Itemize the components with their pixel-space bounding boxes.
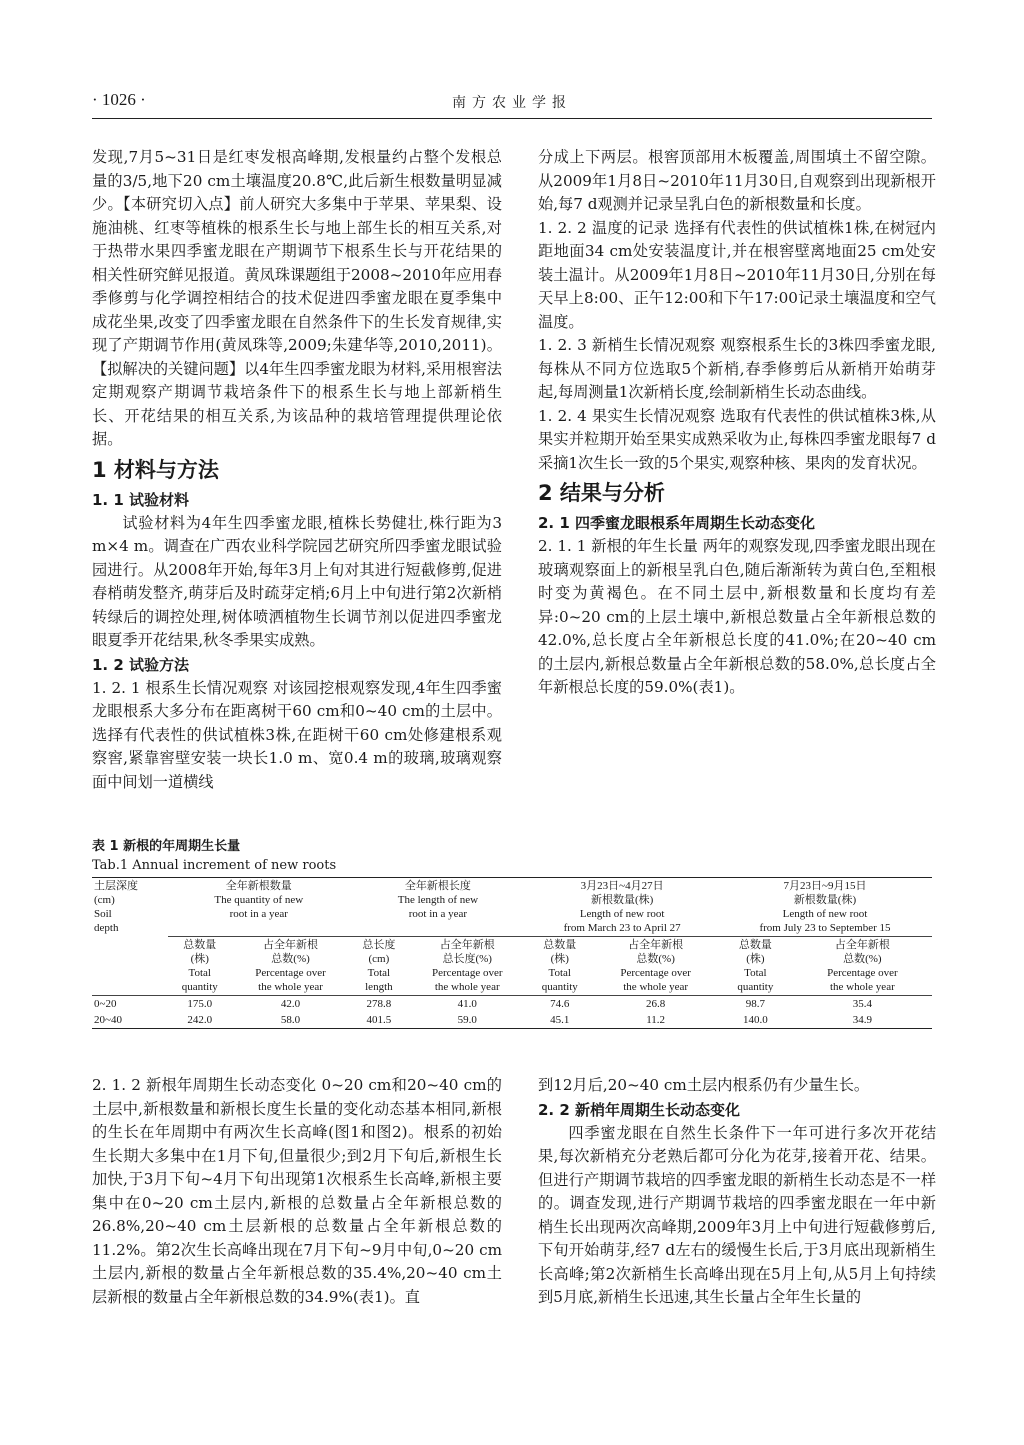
table-caption-en: Tab.1 Annual increment of new roots	[92, 858, 337, 873]
journal-name: 南方农业学报	[452, 95, 572, 111]
section-2-1-2-paragraph: 2. 1. 2 新根年周期生长动态变化 0~20 cm和20~40 cm的土层中,新根数量和新根长度生长量的变化动态基本相同,新根的生长在年周期中有两次生长高峰(图1和图2)。根系的初始生长期大多集中在1月下旬,但量很少;到2月下旬后,新根生长加快,于3月下旬~4月下旬出现第1次根系生长高峰,新根主要集中在0~20 cm土层内,新根的总数量占全年新根总数的26.8%,20~40 cm土层新根的总数量占全年新根总数的11.2%。第2次生长高峰出现在7月下旬~9月中旬,0~20 cm土层内,新根的数量占全年新根总数的35.4%,20~40 cm土层新根的数量占全年新根总数的34.9%(表1)。直	[92, 1076, 502, 1306]
continued-paragraph: 分成上下两层。根窖顶部用木板覆盖,周围填土不留空隙。从2009年1月8日~2010年11月30日,自观察到出现新根开始,每7 d观测并记录呈乳白色的新根数量和长度。	[538, 148, 936, 213]
table-sub-total-quantity: 总数量 (株) Total quantity	[168, 937, 231, 996]
table-sub-percent: 占全年新根 总数(%) Percentage over the whole year	[231, 937, 349, 996]
page-header	[92, 88, 932, 119]
table-sub-percent: 占全年新根 总数(%) Percentage over the whole year	[793, 937, 932, 996]
table-cell: 74.6	[550, 998, 570, 1010]
table-cell: 41.0	[457, 998, 477, 1010]
table-sub-percent-length: 占全年新根 总长度(%) Percentage over the whole year	[408, 937, 526, 996]
table-cell: 58.0	[231, 1012, 349, 1029]
section-1-2-title: 1. 2 试验方法	[92, 655, 190, 674]
table-cell: 34.9	[793, 1012, 932, 1029]
section-1-2-2-paragraph: 1. 2. 2 温度的记录 选择有代表性的供试植株1株,在树冠内距地面34 cm处安装温度计,并在根窖壁离地面25 cm处安装土温计。从2009年1月8日~2010年11月30日,分别在每天早上8:00、正午12:00和下午17:00记录土壤温度和空气温度。	[538, 218, 936, 331]
table-row	[92, 996, 932, 1013]
table-cell: 45.1	[526, 1012, 593, 1029]
left-column-bottom	[92, 1074, 502, 1309]
page-number: · 1026 ·	[92, 90, 146, 109]
table-cell: 26.8	[646, 998, 666, 1010]
section-1-title: 1 材料与方法	[92, 457, 219, 482]
table-cell: 11.2	[593, 1012, 718, 1029]
left-column-top	[92, 146, 502, 794]
section-2-1-title: 2. 1 四季蜜龙眼根系年周期生长动态变化	[538, 514, 816, 532]
continued-paragraph-2: 到12月后,20~40 cm土层内根系仍有少量生长。	[538, 1076, 870, 1094]
section-1-1-title: 1. 1 试验材料	[92, 490, 190, 509]
table-col-depth: 土层深度 (cm) Soil depth	[92, 878, 168, 996]
table-sub-total-quantity: 总数量 (株) Total quantity	[718, 937, 793, 996]
table-group-length: 全年新根长度 The length of new root in a year	[350, 878, 527, 937]
table-group-quantity: 全年新根数量 The quantity of new root in a year	[168, 878, 350, 937]
section-1-2-4-paragraph: 1. 2. 4 果实生长情况观察 选取有代表性的供试植株3株,从果实并粒期开始至果实成熟采收为止,每株四季蜜龙眼每7 d采摘1次生长一致的5个果实,观察种核、果肉的发育状况。	[538, 406, 936, 472]
table-cell-depth: 0~20	[94, 998, 117, 1010]
table-cell: 140.0	[718, 1012, 793, 1029]
section-1-2-3-paragraph: 1. 2. 3 新梢生长情况观察 观察根系生长的3株四季蜜龙眼,每株从不同方位选取5个新梢,春季修剪后从新梢开始萌芽起,每周测量1次新梢长度,绘制新梢生长动态曲线。	[538, 336, 936, 401]
section-2-2-title: 2. 2 新梢年周期生长动态变化	[538, 1100, 741, 1119]
section-1-2-1-paragraph: 1. 2. 1 根系生长情况观察 对该园挖根观察发现,4年生四季蜜龙眼根系大多分布在距离树干60 cm和0~40 cm的土层中。选择有代表性的供试植株3株,在距树干60 cm处修建根系观察窖,紧靠窖壁安装一块长1.0 m、宽0.4 m的玻璃,玻璃观察面中间划一道横线	[92, 678, 502, 791]
intro-paragraph: 发现,7月5~31日是红枣发根高峰期,发根量约占整个发根总量的3/5,地下20 cm土壤温度20.8℃,此后新生根数量明显减少。【本研究切入点】前人研究大多集中于苹果、苹果梨、设施油桃、红枣等植株的根系生长与地上部生长的相互关系,对于热带水果四季蜜龙眼在产期调节下根系生长与开花结果的相关性研究鲜见报道。黄凤珠课题组于2008~2010年应用春季修剪与化学调控相结合的技术促进四季蜜龙眼在夏季集中成花坐果,改变了四季蜜龙眼在自然条件下的生长发育规律,实现了产期调节作用(黄凤珠等,2009;朱建华等,2010,2011)。【拟解决的关键问题】以4年生四季蜜龙眼为材料,采用根窖法定期观察产期调节栽培条件下的根系生长与地上部新梢生长、开花结果的相互关系,为该品种的栽培管理提供理论依据。	[92, 148, 502, 448]
section-2-1-1-paragraph: 2. 1. 1 新根的年生长量 两年的观察发现,四季蜜龙眼出现在玻璃观察面上的新根呈乳白色,随后渐渐转为黄白色,至粗根时变为黄褐色。在不同土层中,新根数量和长度均有差异:0~20 cm的上层土壤中,新根总数量占全年新根总数的42.0%,总长度占全年新根总长度的41.0%;在20~40 cm的土层内,新根总数量占全年新根总数的58.0%,总长度占全年新根总长度的59.0%(表1)。	[538, 537, 936, 696]
table-cell: 242.0	[168, 1012, 231, 1029]
right-column-bottom	[538, 1074, 936, 1310]
table-row	[92, 1012, 932, 1029]
table-cell: 401.5	[350, 1012, 409, 1029]
table-cell: 175.0	[187, 998, 213, 1010]
table-cell: 59.0	[408, 1012, 526, 1029]
table-sub-percent: 占全年新根 总数(%) Percentage over the whole year	[593, 937, 718, 996]
table-sub-total-length: 总长度 (cm) Total length	[350, 937, 409, 996]
table-1	[92, 877, 932, 1029]
table-cell: 278.8	[366, 998, 392, 1010]
table-cell: 42.0	[280, 998, 301, 1010]
table-sub-total-quantity: 总数量 (株) Total quantity	[526, 937, 593, 996]
table-group-march-april: 3月23日~4月27日 新根数量(株) Length of new root from March 23 to April 27	[526, 878, 718, 937]
right-column-top	[538, 146, 936, 700]
section-2-title: 2 结果与分析	[538, 481, 665, 505]
table-group-july-september: 7月23日~9月15日 新根数量(株) Length of new root from July 23 to September 15	[718, 878, 932, 937]
table-cell-depth: 20~40	[92, 1012, 168, 1029]
section-2-2-paragraph: 四季蜜龙眼在自然生长条件下一年可进行多次开花结果,每次新梢充分老熟后都可分化为花芽,接着开花、结果。但进行产期调节栽培的四季蜜龙眼的新梢生长动态是不一样的。调查发现,进行产期调节栽培的四季蜜龙眼在一年中新梢生长出现两次高峰期,2009年3月上中旬进行短截修剪后,下旬开始萌芽,经7 d左右的缓慢生长后,于3月底出现新梢生长高峰;第2次新梢生长高峰出现在5月上旬,从5月上旬持续到5月底,新梢生长迅速,其生长量占全年生长量的	[538, 1123, 936, 1306]
section-1-1-paragraph: 试验材料为4年生四季蜜龙眼,植株长势健壮,株行距为3 m×4 m。调查在广西农业科学院园艺研究所四季蜜龙眼试验园进行。从2008年开始,每年3月上旬对其进行短截修剪,促进春梢萌发整齐,萌芽后及时疏芽定梢;6月上中旬进行第2次新梢转绿后的调控处理,树体喷洒植物生长调节剂以促进四季蜜龙眼夏季开花结果,秋冬季果实成熟。	[92, 513, 502, 649]
table-caption-cn: 表 1 新根的年周期生长量	[92, 839, 241, 854]
table-cell: 98.7	[745, 998, 765, 1010]
table-cell: 35.4	[852, 998, 872, 1010]
